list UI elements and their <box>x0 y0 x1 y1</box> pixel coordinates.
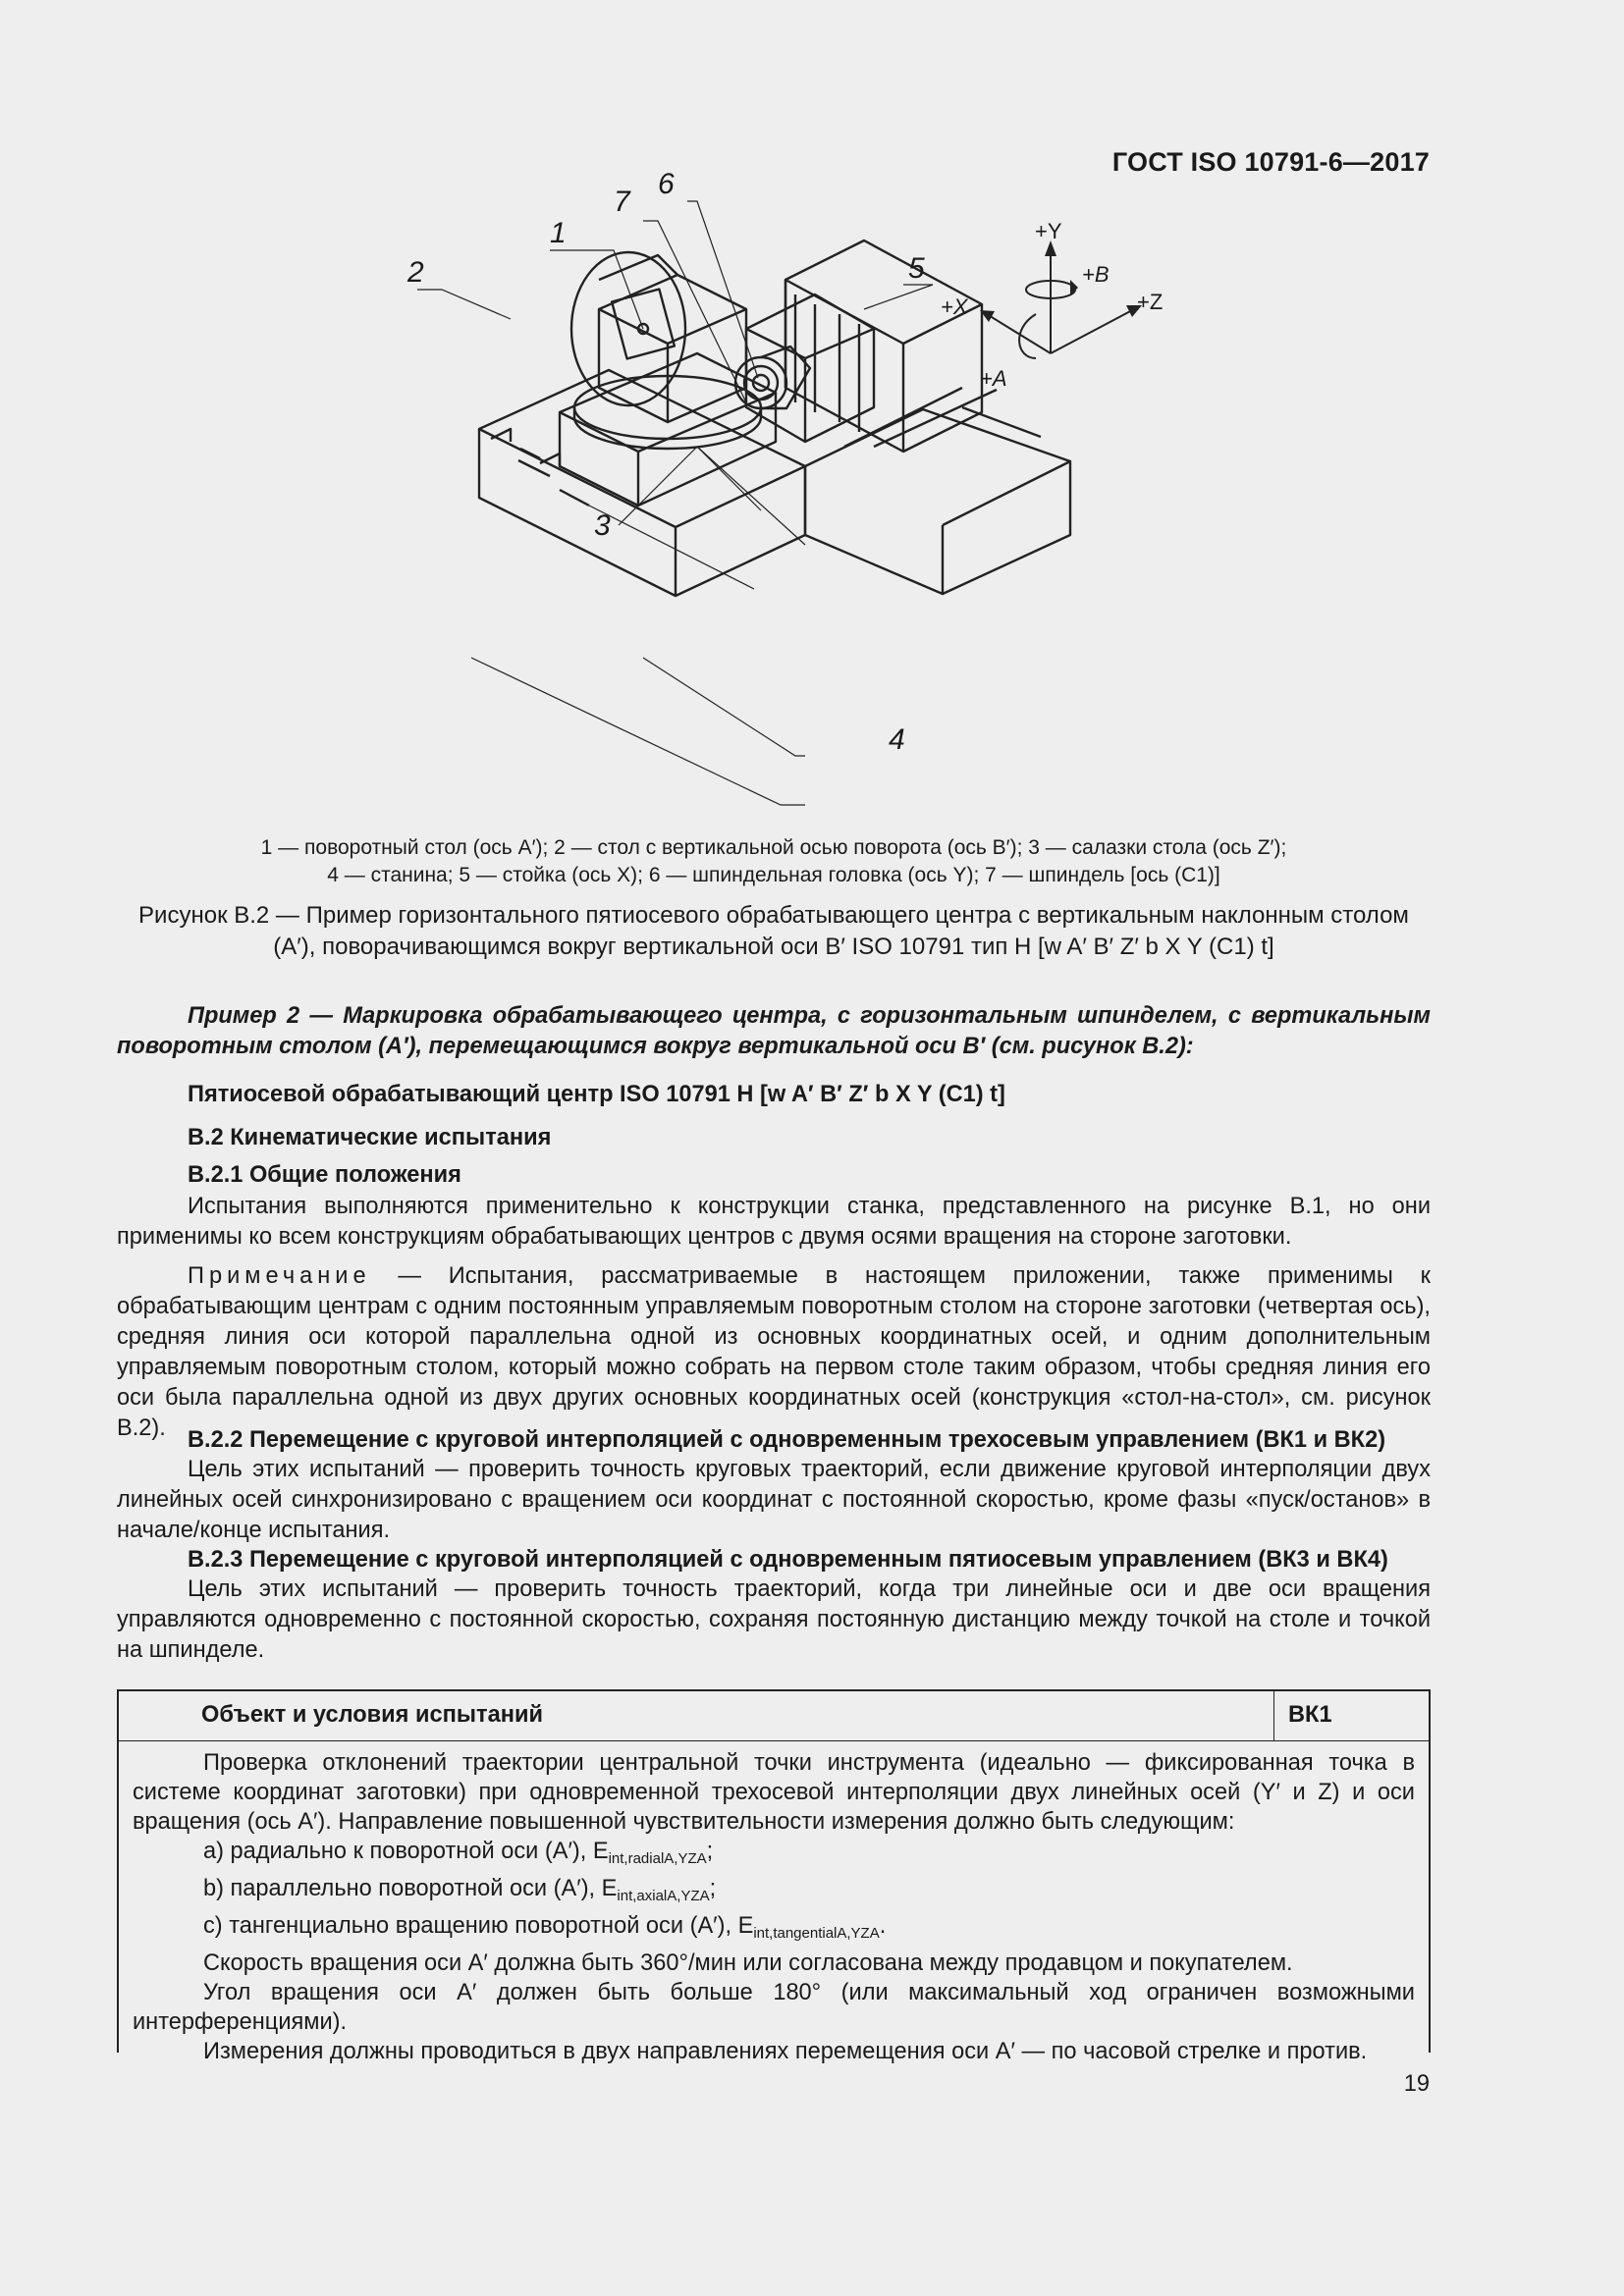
figure-legend-line-1: 1 — поворотный стол (ось A′); 2 — стол с вертикальной осью поворота (ось B′); 3 — салазки стола (ось Z′); <box>260 836 1287 859</box>
section-b23-text: Цель этих испытаний — проверить точность траекторий, когда три линейные оси и две оси вращения управляются одновременно с постоянной скоростью, сохраняя постоянную дистанцию между точкой на столе и точкой на шпинделе. <box>117 1576 1431 1663</box>
section-b21-title: В.2.1 Общие положения <box>188 1162 461 1188</box>
table-header <box>119 1691 1429 1741</box>
callout-3: 3 <box>594 509 611 542</box>
figure-lower-callouts <box>471 628 905 825</box>
callout-2: 2 <box>407 256 424 289</box>
note-label: Примечание <box>188 1263 371 1289</box>
table-item-a: a) радиально к поворотной оси (A′), $E_{int,radialA,YZA}$; <box>203 1839 714 1867</box>
note-text: — Испытания, рассматриваемые в настоящем приложении, также применимы к обрабатывающим центрам с одним постоянным управляемым поворотным столом на стороне заготовки (четвертая ось), средняя линия оси которой параллельна одной из основных координатных осей, и одним дополнительным управляемым поворотным столом, который можно собрать на первом столе таким образом, чтобы средняя линия его оси была параллельна одной из двух других основных координатных осей (конструкция «стол-на-стол», см. рисунок В.2). <box>117 1263 1431 1441</box>
section-b22-title: В.2.2 Перемещение с круговой интерполяцией с одновременным трехосевым управлением (ВК1 и ВК2) <box>188 1427 1386 1453</box>
axis-y-label: +Y <box>1035 219 1062 243</box>
axes-diagram <box>933 221 1188 398</box>
callout-5: 5 <box>908 252 925 285</box>
callout-7: 7 <box>614 186 630 218</box>
test-conditions-table <box>117 1689 1431 2064</box>
axis-x-label: +X <box>941 294 968 319</box>
section-b23-title: В.2.3 Перемещение с круговой интерполяцией с одновременным пятиосевым управлением (ВК3 и ВК4) <box>188 1547 1388 1573</box>
table-item-c: c) тангенциально вращению поворотной оси (A′), $E_{int,tangentialA,YZA}$. <box>203 1913 887 1942</box>
callout-1: 1 <box>550 217 567 249</box>
example-2-designation: Пятиосевой обрабатывающий центр ISO 10791 Н [w A′ B′ Z′ b X Y (C1) t] <box>188 1082 1005 1107</box>
table-directions: Измерения должны проводиться в двух направлениях перемещения оси A′ — по часовой стрелке и против. <box>203 2039 1368 2064</box>
example-2-text: Пример 2 — Маркировка обрабатывающего центра, с горизонтальным шпинделем, с вертикальным поворотным столом (A′), перемещающимся вокруг вертикальной оси B′ (см. рисунок В.2): <box>117 1003 1431 1059</box>
figure-title: Рисунок В.2 — Пример горизонтального пятиосевого обрабатывающего центра с вертикальным наклонным столом (A′), поворачивающимся вокруг вертикальной оси B′ ISO 10791 тип Н [w A′ B′ Z′ b X Y (C1) t] <box>138 902 1409 960</box>
table-item-b: b) параллельно поворотной оси (A′), $E_{int,axialA,YZA}$; <box>203 1876 717 1904</box>
section-b22-text: Цель этих испытаний — проверить точность круговых траекторий, если движение круговой интерполяции двух линейных осей синхронизировано с вращением оси координат с постоянной скоростью, кроме фазы «пуск/останов» в начале/конце испытания. <box>117 1457 1431 1543</box>
page-number: 19 <box>1403 2071 1430 2097</box>
axis-z-label: +Z <box>1137 290 1164 314</box>
axis-b-label: +B <box>1082 262 1110 287</box>
table-body <box>133 1748 1415 2066</box>
callout-6: 6 <box>658 168 675 200</box>
table-speed: Скорость вращения оси A′ должна быть 360°/мин или согласована между продавцом и покупателем. <box>203 1950 1293 1976</box>
document-header: ГОСТ ISO 10791-6—2017 <box>1111 147 1430 177</box>
table-angle: Угол вращения оси A′ должен быть больше 180° (или максимальный ход ограничен возможными интерференциями). <box>133 1980 1415 2035</box>
table-header-code: ВК1 <box>1273 1691 1429 1740</box>
section-b21-text: Испытания выполняются применительно к конструкции станка, представленного на рисунке В.1, но они применимы ко всем конструкциям обрабатывающих центров с двумя осями вращения на стороне заготовки. <box>117 1194 1431 1250</box>
axis-a-label: +A <box>980 366 1007 391</box>
table-intro: Проверка отклонений траектории центральной точки инструмента (идеально — фиксированная точка в системе координат заготовки) при одновременной трехосевой интерполяции двух линейных осей (Y′ и Z) и оси вращения (ось A′). Направление повышенной чувствительности измерения должно быть следующим: <box>133 1750 1415 1835</box>
table-header-object: Объект и условия испытаний <box>201 1702 543 1728</box>
figure-legend <box>117 834 1431 889</box>
figure-legend-line-2: 4 — станина; 5 — стойка (ось X); 6 — шпиндельная головка (ось Y); 7 — шпиндель [ось (C1)] <box>327 864 1220 886</box>
callout-4: 4 <box>889 723 905 756</box>
section-b2-title: В.2 Кинематические испытания <box>188 1125 552 1150</box>
note-block <box>117 1261 1431 1444</box>
